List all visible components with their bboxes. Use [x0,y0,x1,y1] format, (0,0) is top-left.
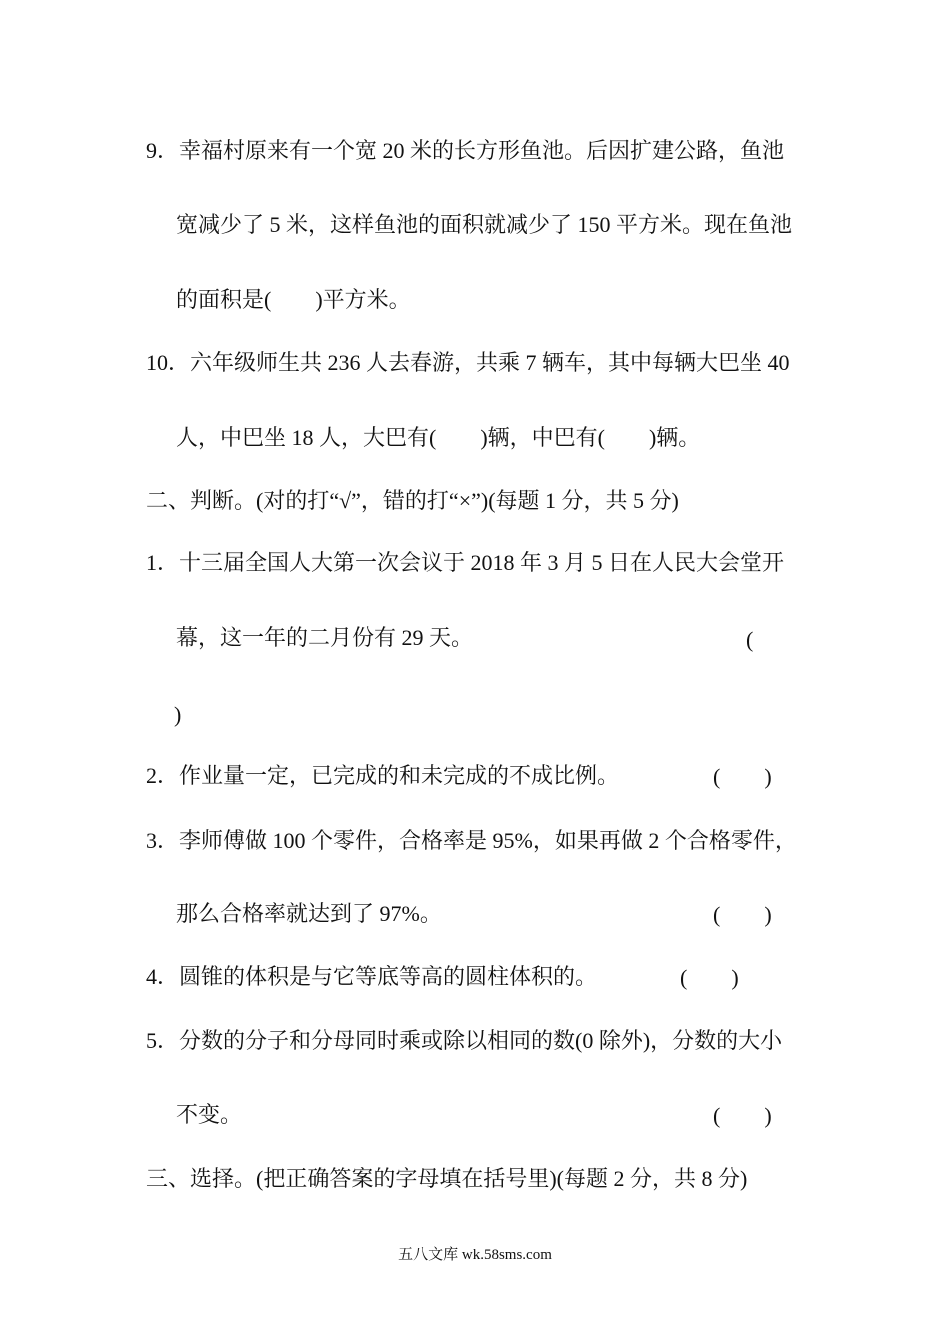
question-9-line-3: 的面积是( )平方米。 [176,287,411,312]
judgment-item-1-line-1: 1．十三届全国人大第一次会议于 2018 年 3 月 5 日在人民大会堂开 [146,550,785,575]
section-2-heading: 二、判断。(对的打“√”，错的打“×”)(每题 1 分，共 5 分) [146,488,679,513]
judgment-item-3-line-2: 那么合格率就达到了 97%。 [176,901,442,926]
page-footer: 五八文库 wk.58sms.com [398,1247,552,1263]
judgment-item-3-line-1: 3．李师傅做 100 个零件，合格率是 95%，如果再做 2 个合格零件， [146,828,797,853]
answer-paren-open: ( [746,627,754,652]
answer-paren-close: ) [174,702,182,727]
judgment-item-4-line-1: 4．圆锥的体积是与它等底等高的圆柱体积的。 [146,964,598,989]
judgment-item-5-line-1: 5．分数的分子和分母同时乘或除以相同的数(0 除外)，分数的大小 [146,1028,783,1053]
judgment-item-2-line-1: 2．作业量一定，已完成的和未完成的不成比例。 [146,763,620,788]
answer-paren: ( ) [680,965,739,990]
section-3-heading: 三、选择。(把正确答案的字母填在括号里)(每题 2 分，共 8 分) [146,1166,748,1191]
question-9-line-1: 9．幸福村原来有一个宽 20 米的长方形鱼池。后因扩建公路，鱼池 [146,138,785,163]
question-10-line-2: 人，中巴坐 18 人，大巴有( )辆，中巴有( )辆。 [176,425,701,450]
judgment-item-1-line-2: 幕，这一年的二月份有 29 天。 [176,625,474,650]
answer-paren: ( ) [713,1103,772,1128]
question-9-line-2: 宽减少了 5 米，这样鱼池的面积就减少了 150 平方米。现在鱼池 [176,212,793,237]
answer-paren: ( ) [713,902,772,927]
answer-paren: ( ) [713,764,772,789]
judgment-item-5-line-2: 不变。 [176,1102,243,1127]
question-10-line-1: 10．六年级师生共 236 人去春游，共乘 7 辆车，其中每辆大巴坐 40 [146,350,790,375]
